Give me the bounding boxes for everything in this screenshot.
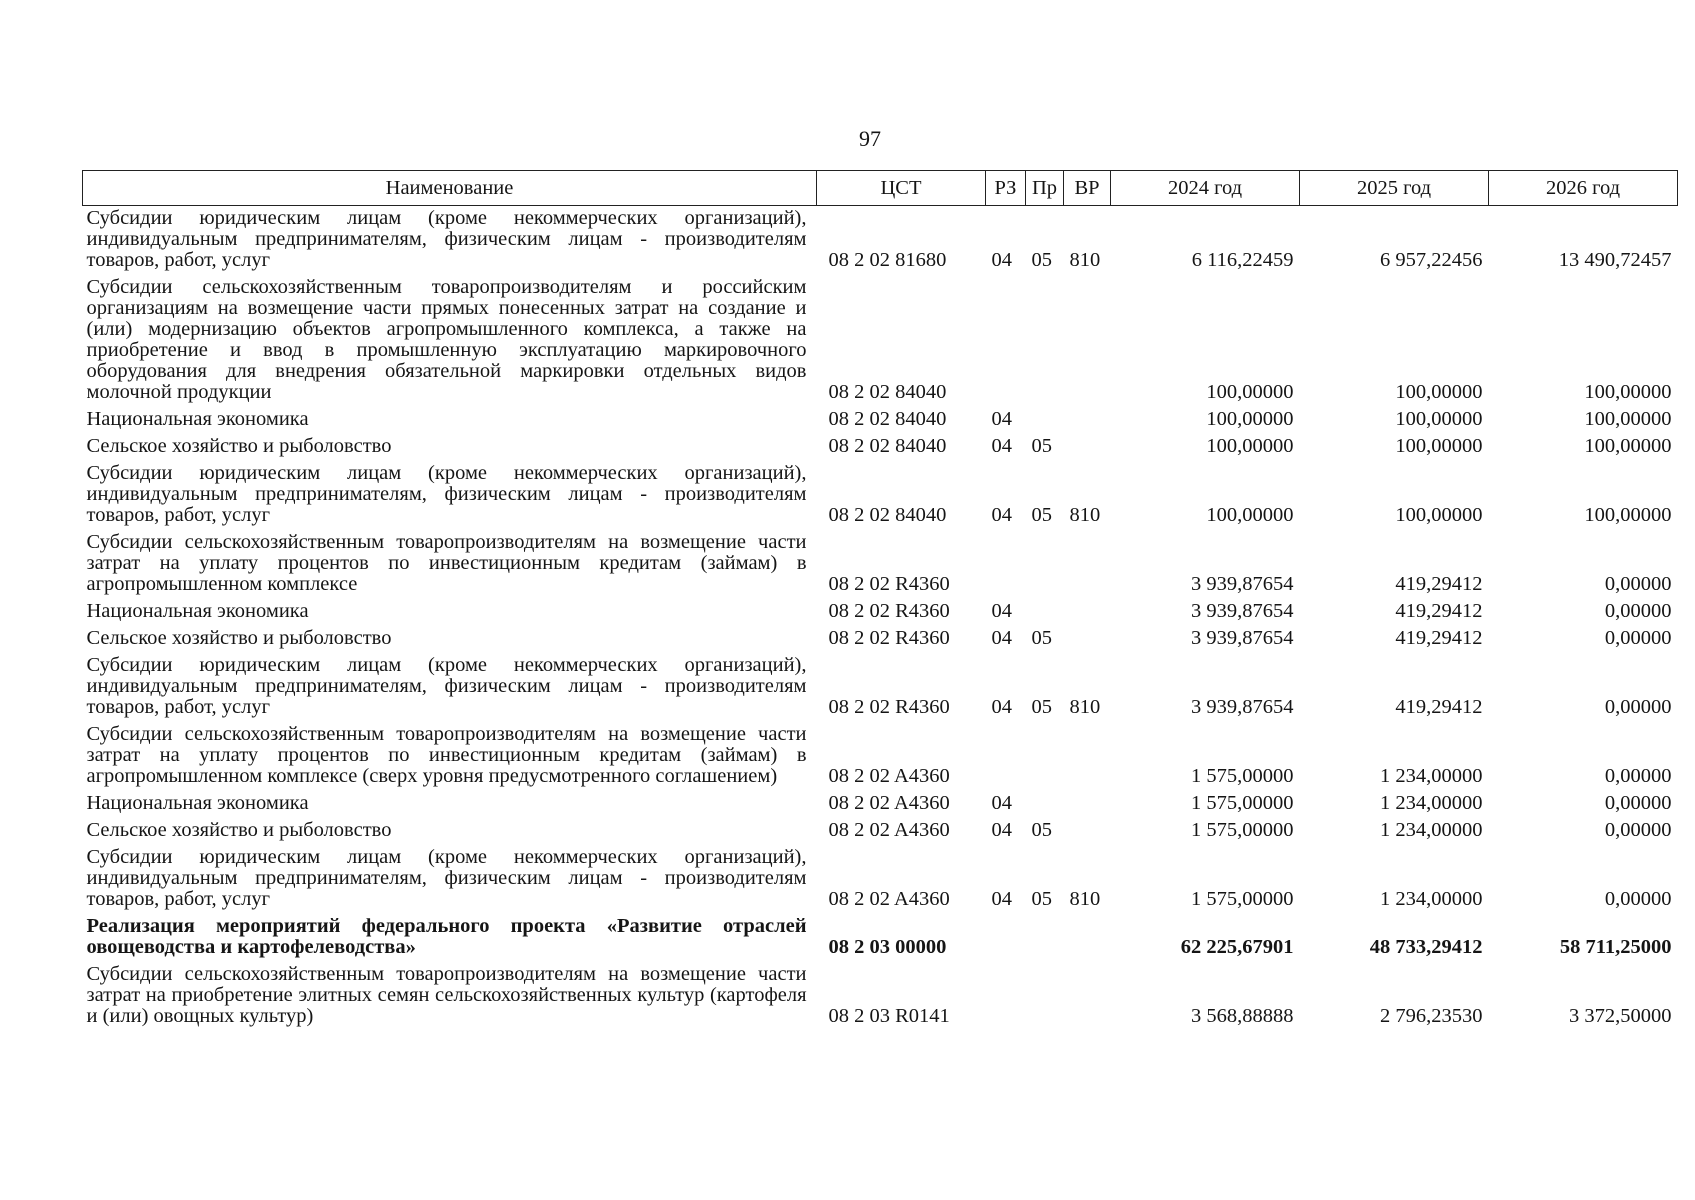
row-vr: 810 [1069,888,1101,910]
row-rz: 04 [991,696,1012,718]
row-cst: 08 2 02 R4360 [828,573,950,595]
budget-table [82,170,1678,1029]
row-cst: 08 2 02 R4360 [828,696,950,718]
row-name: Национальная экономика [86,408,309,430]
row-2024: 3 568,88888 [1191,1005,1294,1027]
row-2024: 1 575,00000 [1191,819,1294,841]
row-pr [1026,405,1064,432]
table-row [83,273,1678,405]
row-cst: 08 2 02 A4360 [828,792,950,814]
row-2025: 1 234,00000 [1380,792,1483,814]
row-2026: 0,00000 [1604,765,1672,787]
row-vr [1064,960,1111,1029]
header-pr: Пр [1026,171,1064,206]
table-row [83,405,1678,432]
row-2025: 100,00000 [1395,504,1483,526]
table-row [83,459,1678,528]
row-2024: 3 939,87654 [1191,696,1294,718]
table-row [83,816,1678,843]
row-2025: 48 733,29412 [1369,936,1483,958]
row-2025: 1 234,00000 [1380,765,1483,787]
row-name: Субсидии сельскохозяйственным товаропроизводителям на возмещение части затрат на уплату процентов по инвестиционным кредитам (займам) в агропромышленном комплексе (сверх уровня предусмотренного соглашением) [86,723,807,787]
header-2026: 2026 год [1489,171,1678,206]
row-2024: 100,00000 [1206,381,1294,403]
row-vr [1064,720,1111,789]
page-number: 97 [859,126,881,151]
row-cst: 08 2 02 A4360 [828,888,950,910]
row-name: Субсидии юридическим лицам (кроме некоммерческих организаций), индивидуальным предпринимателям, физическим лицам - производителям товаров, работ, услуг [86,654,807,718]
row-name: Национальная экономика [86,600,309,622]
row-2025: 100,00000 [1395,435,1483,457]
row-cst: 08 2 02 A4360 [828,819,950,841]
row-rz: 04 [991,792,1012,814]
row-2026: 13 490,72457 [1558,249,1672,271]
row-name: Сельское хозяйство и рыболовство [86,435,392,457]
row-2026: 0,00000 [1604,600,1672,622]
row-2025: 100,00000 [1395,381,1483,403]
row-rz: 04 [991,408,1012,430]
row-2026: 100,00000 [1584,504,1672,526]
row-2025: 6 957,22456 [1380,249,1483,271]
row-name: Реализация мероприятий федерального проекта «Развитие отраслей овощеводства и картофелеводства» [86,915,807,958]
row-2024: 6 116,22459 [1191,249,1294,271]
row-rz: 04 [991,819,1012,841]
row-2025: 100,00000 [1395,408,1483,430]
row-rz [986,912,1026,960]
row-vr [1064,528,1111,597]
row-rz [986,273,1026,405]
row-pr: 05 [1031,696,1052,718]
row-2025: 1 234,00000 [1380,819,1483,841]
header-2025: 2025 год [1300,171,1489,206]
row-2024: 100,00000 [1206,408,1294,430]
header-vr: ВР [1064,171,1111,206]
row-vr [1064,273,1111,405]
row-2026: 0,00000 [1604,696,1672,718]
row-pr: 05 [1031,627,1052,649]
table-header-row [83,171,1678,206]
row-2026: 0,00000 [1604,573,1672,595]
row-pr: 05 [1031,819,1052,841]
row-pr [1026,720,1064,789]
row-2025: 1 234,00000 [1380,888,1483,910]
row-pr [1026,528,1064,597]
row-vr [1064,789,1111,816]
row-2025: 2 796,23530 [1380,1005,1483,1027]
row-2026: 0,00000 [1604,888,1672,910]
row-2024: 1 575,00000 [1191,792,1294,814]
header-cst: ЦСТ [817,171,986,206]
row-2026: 58 711,25000 [1559,936,1672,958]
row-2026: 0,00000 [1604,627,1672,649]
row-rz: 04 [991,600,1012,622]
row-name: Субсидии сельскохозяйственным товаропроизводителям на возмещение части затрат на приобретение элитных семян сельскохозяйственных культур (картофеля и (или) овощных культур) [86,963,807,1027]
row-cst: 08 2 03 R0141 [828,1005,950,1027]
row-2024: 100,00000 [1206,435,1294,457]
table-row [83,432,1678,459]
row-rz: 04 [991,249,1012,271]
row-name: Национальная экономика [86,792,309,814]
table-row [83,843,1678,912]
row-2025: 419,29412 [1395,696,1483,718]
row-pr [1026,273,1064,405]
row-name: Субсидии юридическим лицам (кроме некоммерческих организаций), индивидуальным предпринимателям, физическим лицам - производителям товаров, работ, услуг [86,846,807,910]
table-row [83,597,1678,624]
row-2024: 100,00000 [1206,504,1294,526]
row-cst: 08 2 02 R4360 [828,627,950,649]
row-pr [1026,960,1064,1029]
row-rz [986,720,1026,789]
row-2024: 3 939,87654 [1191,627,1294,649]
row-rz [986,528,1026,597]
table-row [83,651,1678,720]
row-cst: 08 2 02 R4360 [828,600,950,622]
row-pr: 05 [1031,249,1052,271]
row-2024: 3 939,87654 [1191,573,1294,595]
row-2025: 419,29412 [1395,600,1483,622]
table-row [83,912,1678,960]
row-pr [1026,789,1064,816]
table-row [83,720,1678,789]
row-vr [1064,432,1111,459]
row-rz: 04 [991,504,1012,526]
row-vr [1064,405,1111,432]
header-2024: 2024 год [1111,171,1300,206]
table-row [83,960,1678,1029]
row-2024: 3 939,87654 [1191,600,1294,622]
row-cst: 08 2 02 84040 [828,381,947,403]
row-cst: 08 2 02 84040 [828,435,947,457]
row-pr: 05 [1031,888,1052,910]
row-pr: 05 [1031,435,1052,457]
row-2024: 1 575,00000 [1191,765,1294,787]
table-row [83,789,1678,816]
row-2024: 62 225,67901 [1180,936,1294,958]
row-name: Субсидии сельскохозяйственным товаропроизводителям на возмещение части затрат на уплату процентов по инвестиционным кредитам (займам) в агропромышленном комплексе [86,531,807,595]
row-pr: 05 [1031,504,1052,526]
row-name: Субсидии сельскохозяйственным товаропроизводителям и российским организациям на возмещение части прямых понесенных затрат на создание и (или) модернизацию объектов агропромышленного комплекса, а также на приобретение и ввод в промышленную эксплуатацию маркировочного оборудования для внедрения обязательной маркировки отдельных видов молочной продукции [86,276,807,403]
row-2026: 0,00000 [1604,819,1672,841]
row-pr [1026,912,1064,960]
row-vr: 810 [1069,249,1101,271]
row-2026: 3 372,50000 [1569,1005,1672,1027]
row-rz: 04 [991,627,1012,649]
header-name: Наименование [83,171,817,206]
row-vr [1064,912,1111,960]
table-body [83,206,1678,1030]
row-rz: 04 [991,435,1012,457]
row-2024: 1 575,00000 [1191,888,1294,910]
row-2025: 419,29412 [1395,573,1483,595]
row-name: Сельское хозяйство и рыболовство [86,627,392,649]
row-vr: 810 [1069,696,1101,718]
row-vr [1064,816,1111,843]
row-name: Сельское хозяйство и рыболовство [86,819,392,841]
row-name: Субсидии юридическим лицам (кроме некоммерческих организаций), индивидуальным предпринимателям, физическим лицам - производителям товаров, работ, услуг [86,207,807,271]
row-rz: 04 [991,888,1012,910]
row-2025: 419,29412 [1395,627,1483,649]
row-vr [1064,624,1111,651]
row-cst: 08 2 03 00000 [828,936,947,958]
row-vr [1064,597,1111,624]
row-2026: 100,00000 [1584,435,1672,457]
table-row [83,624,1678,651]
row-vr: 810 [1069,504,1101,526]
table-row [83,206,1678,274]
row-cst: 08 2 02 84040 [828,504,947,526]
row-cst: 08 2 02 A4360 [828,765,950,787]
row-2026: 100,00000 [1584,408,1672,430]
row-2026: 0,00000 [1604,792,1672,814]
row-cst: 08 2 02 84040 [828,408,947,430]
row-2026: 100,00000 [1584,381,1672,403]
row-rz [986,960,1026,1029]
table-row [83,528,1678,597]
row-cst: 08 2 02 81680 [828,249,947,271]
header-rz: РЗ [986,171,1026,206]
row-pr [1026,597,1064,624]
row-name: Субсидии юридическим лицам (кроме некоммерческих организаций), индивидуальным предпринимателям, физическим лицам - производителям товаров, работ, услуг [86,462,807,526]
